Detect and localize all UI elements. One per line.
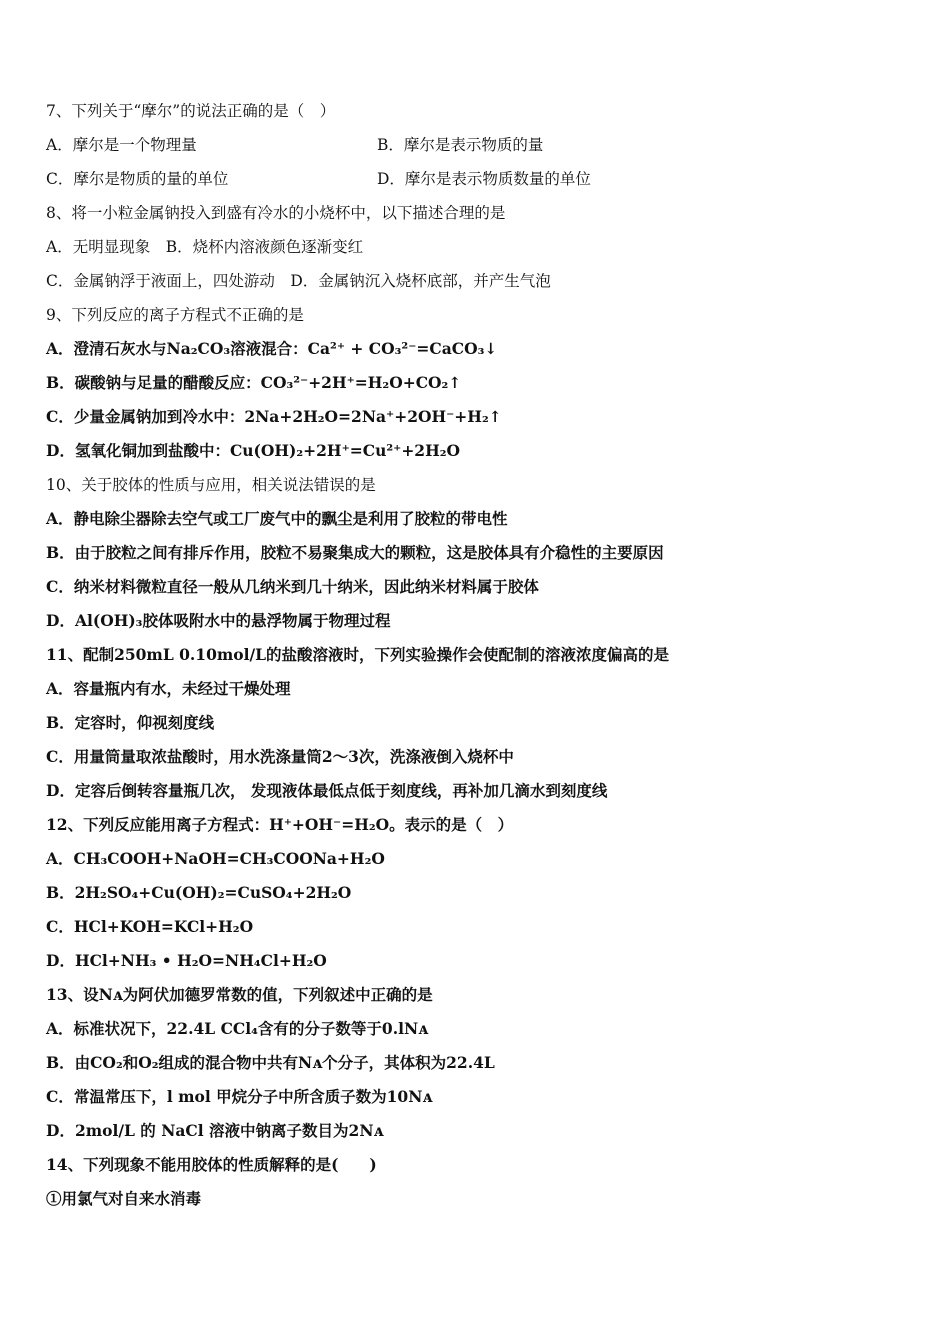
q7-option-c: C．摩尔是物质的量的单位 <box>46 170 229 188</box>
q7-stem: 7、下列关于“摩尔”的说法正确的是（ ） <box>46 102 336 120</box>
q12-option-d: D．HCl+NH₃ • H₂O=NH₄Cl+H₂O <box>46 951 327 970</box>
q13-option-d: D．2mol/L 的 NaCl 溶液中钠离子数目为2Nᴀ <box>46 1121 384 1140</box>
q10-option-c: C．纳米材料微粒直径一般从几纳米到几十纳米，因此纳米材料属于胶体 <box>46 577 539 596</box>
q11-option-b: B．定容时，仰视刻度线 <box>46 713 215 732</box>
q9-option-b: B．碳酸钠与足量的醋酸反应：CO₃²⁻+2H⁺=H₂O+CO₂↑ <box>46 373 462 392</box>
q10-option-d: D．Al(OH)₃胶体吸附水中的悬浮物属于物理过程 <box>46 611 391 630</box>
exam-page <box>46 99 926 1221</box>
q9-option-a: A．澄清石灰水与Na₂CO₃溶液混合：Ca²⁺ + CO₃²⁻=CaCO₃↓ <box>46 339 498 358</box>
q10-stem: 10、关于胶体的性质与应用，相关说法错误的是 <box>46 476 376 494</box>
q7-option-b: B．摩尔是表示物质的量 <box>377 136 544 154</box>
q9-option-d: D．氢氧化铜加到盐酸中：Cu(OH)₂+2H⁺=Cu²⁺+2H₂O <box>46 441 461 460</box>
q11-option-a: A．容量瓶内有水，未经过干燥处理 <box>46 679 291 698</box>
q9-stem: 9、下列反应的离子方程式不正确的是 <box>46 306 304 324</box>
q13-stem: 13、设Nᴀ为阿伏加德罗常数的值，下列叙述中正确的是 <box>46 985 433 1004</box>
q8-stem: 8、将一小粒金属钠投入到盛有冷水的小烧杯中，以下描述合理的是 <box>46 204 506 222</box>
q12-stem: 12、下列反应能用离子方程式：H⁺+OH⁻=H₂O。表示的是（ ） <box>46 815 514 834</box>
q12-option-b: B．2H₂SO₄+Cu(OH)₂=CuSO₄+2H₂O <box>46 883 352 902</box>
q7-options-ab <box>46 133 926 167</box>
q7-option-a: A．摩尔是一个物理量 <box>46 136 197 154</box>
q7-options-cd <box>46 167 926 201</box>
q11-stem: 11、配制250mL 0.10mol/L的盐酸溶液时，下列实验操作会使配制的溶液浓度偏高的是 <box>46 645 670 664</box>
q13-option-a: A．标准状况下，22.4L CCl₄含有的分子数等于0.lNᴀ <box>46 1019 429 1038</box>
q7-option-d: D．摩尔是表示物质数量的单位 <box>377 170 591 188</box>
q13-option-b: B．由CO₂和O₂组成的混合物中共有Nᴀ个分子，其体积为22.4L <box>46 1053 495 1072</box>
q12-option-c: C．HCl+KOH=KCl+H₂O <box>46 917 254 936</box>
q14-stem: 14、下列现象不能用胶体的性质解释的是( ) <box>46 1155 377 1174</box>
q10-option-b: B．由于胶粒之间有排斥作用，胶粒不易聚集成大的颗粒，这是胶体具有介稳性的主要原因 <box>46 543 664 562</box>
q11-option-c: C．用量筒量取浓盐酸时，用水洗涤量筒2～3次，洗涤液倒入烧杯中 <box>46 747 514 766</box>
q9-option-c: C．少量金属钠加到冷水中：2Na+2H₂O=2Na⁺+2OH⁻+H₂↑ <box>46 407 502 426</box>
q13-option-c: C．常温常压下，l mol 甲烷分子中所含质子数为10Nᴀ <box>46 1087 433 1106</box>
q10-option-a: A．静电除尘器除去空气或工厂废气中的飘尘是利用了胶粒的带电性 <box>46 509 508 528</box>
q12-option-a: A．CH₃COOH+NaOH=CH₃COONa+H₂O <box>46 849 385 868</box>
q8-options-ab: A．无明显现象 B．烧杯内溶液颜色逐渐变红 <box>46 238 364 256</box>
q14-item-1: ①用氯气对自来水消毒 <box>46 1189 202 1208</box>
q8-options-cd: C．金属钠浮于液面上，四处游动 D．金属钠沉入烧杯底部，并产生气泡 <box>46 272 551 290</box>
q11-option-d: D．定容后倒转容量瓶几次， 发现液体最低点低于刻度线，再补加几滴水到刻度线 <box>46 781 608 800</box>
